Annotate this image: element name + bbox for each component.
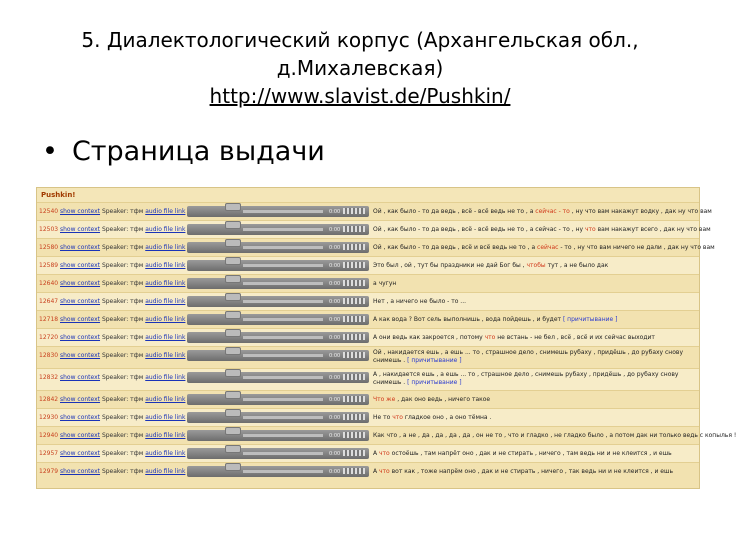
result-row — [37, 238, 715, 256]
result-row — [37, 444, 699, 462]
seek-bar[interactable] — [243, 354, 323, 357]
row-text: А , накидается ешь , а ешь ... то , страшное дело , снимешь рубаху , придёшь , до рубаху снову снимешь . [ причитывание ] — [373, 371, 679, 386]
row-meta — [39, 351, 187, 360]
player-time: 0:00 — [329, 299, 341, 305]
speaker-label: Speaker: тфм — [100, 334, 146, 341]
row-meta — [39, 225, 187, 234]
seek-bar[interactable] — [243, 300, 323, 303]
row-text: А что вот как , тоже напрём оно , дак и не стирать , ничего , так ведь ни и не клеится , и ешь — [373, 468, 674, 475]
row-meta — [39, 315, 187, 324]
result-row — [37, 462, 699, 480]
play-knob-icon[interactable] — [225, 221, 241, 229]
highlight-term: что — [379, 450, 390, 457]
row-id: 12503 — [39, 226, 60, 233]
highlight-term: чтобы — [526, 262, 546, 269]
audio-file-link[interactable]: audio file link — [145, 468, 186, 475]
show-context-link[interactable]: show context — [60, 280, 101, 287]
audio-file-link[interactable]: audio file link — [145, 280, 186, 287]
highlight-term: что — [392, 414, 403, 421]
volume-icon[interactable] — [343, 208, 365, 214]
row-meta — [39, 333, 187, 342]
play-knob-icon[interactable] — [225, 239, 241, 247]
show-context-link[interactable]: show context — [60, 468, 101, 475]
highlight-term: сейчас — [537, 244, 559, 251]
show-context-link[interactable]: show context — [60, 396, 101, 403]
speaker-label: Speaker: тфм — [100, 414, 146, 421]
audio-file-link[interactable]: audio file link — [145, 334, 186, 341]
audio-player[interactable] — [187, 206, 369, 217]
bullet-text: Страница выдачи — [71, 136, 325, 167]
row-meta — [39, 413, 187, 422]
speaker-label: Speaker: тфм — [100, 262, 146, 269]
show-context-link[interactable]: show context — [60, 226, 101, 233]
speaker-label: Speaker: тфм — [100, 352, 146, 359]
row-text: Ой , накидается ешь , а ешь ... то , страшное дело , снимешь рубаху , придёшь , до рубаху снову снимешь . [ причитывание ] — [373, 349, 683, 364]
row-text: А что остоёшь , там напрёт оно , дак и не стирать , ничего , там ведь ни и не клеится , и ешь — [373, 450, 672, 457]
bullet-dot-icon: • — [42, 136, 58, 167]
row-meta — [39, 373, 187, 382]
audio-player[interactable] — [187, 332, 369, 343]
audio-file-link[interactable]: audio file link — [145, 226, 186, 233]
row-id: 12940 — [39, 432, 60, 439]
audio-player[interactable] — [187, 412, 369, 423]
audio-file-link[interactable]: audio file link — [145, 316, 186, 323]
play-knob-icon[interactable] — [225, 391, 241, 399]
speaker-label: Speaker: тфм — [100, 244, 146, 251]
show-context-link[interactable]: show context — [60, 414, 101, 421]
row-text: Это был , ой , тут бы праздники не дай Бог бы , чтобы тут , а не было дак — [373, 262, 609, 269]
audio-player[interactable] — [187, 466, 369, 477]
audio-player[interactable] — [187, 430, 369, 441]
result-row — [37, 310, 699, 328]
seek-bar[interactable] — [243, 376, 323, 379]
play-knob-icon[interactable] — [225, 463, 241, 471]
result-row — [37, 274, 699, 292]
player-time: 0:00 — [329, 469, 341, 475]
audio-player[interactable] — [187, 372, 369, 383]
result-row — [37, 426, 736, 444]
row-text: Ой , как было - то да ведь , всё - всё ведь не то , а сейчас - то , ну что вам накажут всего , дак ну что вам — [373, 226, 711, 233]
row-id: 12640 — [39, 280, 60, 287]
player-time: 0:00 — [329, 245, 341, 251]
play-knob-icon[interactable] — [225, 311, 241, 319]
seek-bar[interactable] — [243, 246, 323, 249]
seek-bar[interactable] — [243, 434, 323, 437]
show-context-link[interactable]: show context — [60, 352, 101, 359]
row-meta — [39, 467, 187, 476]
result-row — [37, 292, 699, 310]
annotation-tag: [ причитывание ] — [405, 357, 462, 364]
volume-icon[interactable] — [343, 298, 365, 304]
row-meta — [39, 395, 187, 404]
audio-file-link[interactable]: audio file link — [145, 396, 186, 403]
row-meta — [39, 449, 187, 458]
row-meta — [39, 261, 187, 270]
row-id: 12979 — [39, 468, 60, 475]
audio-file-link[interactable]: audio file link — [145, 244, 186, 251]
seek-bar[interactable] — [243, 228, 323, 231]
row-meta — [39, 243, 187, 252]
row-id: 12832 — [39, 374, 60, 381]
seek-bar[interactable] — [243, 452, 323, 455]
highlight-term: что — [484, 334, 496, 341]
seek-bar[interactable] — [243, 470, 323, 473]
audio-file-link[interactable]: audio file link — [145, 450, 186, 457]
annotation-tag: [ причитывание ] — [405, 379, 462, 386]
show-context-link[interactable]: show context — [60, 374, 101, 381]
highlight-term: сейчас - то — [535, 208, 570, 215]
player-time: 0:00 — [329, 209, 341, 215]
play-knob-icon[interactable] — [225, 409, 241, 417]
play-knob-icon[interactable] — [225, 369, 241, 377]
seek-bar[interactable] — [243, 210, 323, 213]
seek-bar[interactable] — [243, 318, 323, 321]
player-time: 0:00 — [329, 317, 341, 323]
audio-player[interactable] — [187, 350, 369, 361]
speaker-label: Speaker: тфм — [100, 208, 146, 215]
row-meta — [39, 431, 187, 440]
player-time: 0:00 — [329, 227, 341, 233]
audio-file-link[interactable]: audio file link — [145, 208, 186, 215]
play-knob-icon[interactable] — [225, 347, 241, 355]
show-context-link[interactable]: show context — [60, 432, 101, 439]
speaker-label: Speaker: тфм — [100, 432, 146, 439]
result-row — [37, 202, 712, 220]
row-text: Что же , дак оно ведь , ничего такое — [373, 396, 491, 403]
player-time: 0:00 — [329, 397, 341, 403]
player-time: 0:00 — [329, 335, 341, 341]
volume-icon[interactable] — [343, 334, 365, 340]
row-text: А как вода ? Вот сель выполнишь , вода пойдешь , и будет [ причитывание ] — [373, 316, 618, 323]
result-row — [37, 220, 711, 238]
row-text: А они ведь как закроется , потому что не встань - не бел , всё , всё и их сейчас выходит — [373, 334, 655, 341]
show-context-link[interactable]: show context — [60, 208, 101, 215]
audio-file-link[interactable]: audio file link — [145, 374, 186, 381]
audio-player[interactable] — [187, 260, 369, 271]
result-row — [37, 390, 699, 408]
row-text: Ой , как было - то да ведь , всё - всё ведь не то , а сейчас - то , ну что вам накажут водку , дак ну что вам — [373, 208, 712, 215]
show-context-link[interactable]: show context — [60, 262, 101, 269]
volume-icon[interactable] — [343, 262, 365, 268]
highlight-term: что — [584, 226, 596, 233]
row-meta — [39, 207, 187, 216]
volume-icon[interactable] — [343, 352, 365, 358]
speaker-label: Speaker: тфм — [100, 280, 146, 287]
audio-player[interactable] — [187, 224, 369, 235]
volume-icon[interactable] — [343, 226, 365, 232]
row-id: 12842 — [39, 396, 60, 403]
player-time: 0:00 — [329, 281, 341, 287]
seek-bar[interactable] — [243, 398, 323, 401]
show-context-link[interactable]: show context — [60, 316, 101, 323]
audio-file-link[interactable]: audio file link — [145, 298, 186, 305]
seek-bar[interactable] — [243, 336, 323, 339]
row-id: 12930 — [39, 414, 60, 421]
row-id: 12957 — [39, 450, 60, 457]
volume-icon[interactable] — [343, 396, 365, 402]
row-id: 12720 — [39, 334, 60, 341]
audio-player[interactable] — [187, 242, 369, 253]
audio-player[interactable] — [187, 296, 369, 307]
row-meta — [39, 279, 187, 288]
player-time: 0:00 — [329, 451, 341, 457]
speaker-label: Speaker: тфм — [100, 450, 146, 457]
screenshot-header: Pushkin! — [37, 188, 699, 202]
audio-file-link[interactable]: audio file link — [145, 414, 186, 421]
row-meta — [39, 297, 187, 306]
search-results-screenshot — [36, 187, 736, 489]
player-time: 0:00 — [329, 433, 341, 439]
audio-file-link[interactable]: audio file link — [145, 432, 186, 439]
player-time: 0:00 — [329, 375, 341, 381]
volume-icon[interactable] — [343, 244, 365, 250]
volume-icon[interactable] — [343, 374, 365, 380]
play-knob-icon[interactable] — [225, 257, 241, 265]
audio-player[interactable] — [187, 448, 369, 459]
title-line-2: д.Михалевская) — [276, 56, 444, 80]
volume-icon[interactable] — [343, 280, 365, 286]
player-time: 0:00 — [329, 263, 341, 269]
speaker-label: Speaker: тфм — [100, 396, 146, 403]
speaker-label: Speaker: тфм — [100, 468, 146, 475]
highlight-term: что — [379, 468, 390, 475]
show-context-link[interactable]: show context — [60, 298, 101, 305]
bullet-item — [42, 136, 325, 167]
seek-bar[interactable] — [243, 416, 323, 419]
play-knob-icon[interactable] — [225, 427, 241, 435]
audio-player[interactable] — [187, 278, 369, 289]
seek-bar[interactable] — [243, 264, 323, 267]
play-knob-icon[interactable] — [225, 275, 241, 283]
player-time: 0:00 — [329, 415, 341, 421]
result-row — [37, 368, 699, 390]
play-knob-icon[interactable] — [225, 203, 241, 211]
volume-icon[interactable] — [343, 468, 365, 474]
row-text: а чугун — [373, 280, 397, 287]
audio-file-link[interactable]: audio file link — [145, 262, 186, 269]
volume-icon[interactable] — [343, 414, 365, 420]
volume-icon[interactable] — [343, 316, 365, 322]
show-context-link[interactable]: show context — [60, 450, 101, 457]
speaker-label: Speaker: тфм — [100, 374, 146, 381]
pushkin-url-link[interactable]: http://www.slavist.de/Pushkin/ — [209, 84, 511, 108]
slide-title — [40, 26, 680, 110]
speaker-label: Speaker: тфм — [100, 226, 146, 233]
row-text: Ой , как было - то да ведь , всё и всё ведь не то , а сейчас - то , ну что вам ничего не дали , дак ну что вам — [373, 244, 715, 251]
annotation-tag: [ причитывание ] — [561, 316, 618, 323]
seek-bar[interactable] — [243, 282, 323, 285]
highlight-term: Что же — [373, 396, 396, 403]
volume-icon[interactable] — [343, 450, 365, 456]
audio-file-link[interactable]: audio file link — [145, 352, 186, 359]
result-row — [37, 346, 699, 368]
audio-player[interactable] — [187, 394, 369, 405]
audio-player[interactable] — [187, 314, 369, 325]
row-id: 12830 — [39, 352, 60, 359]
play-knob-icon[interactable] — [225, 445, 241, 453]
speaker-label: Speaker: тфм — [100, 316, 146, 323]
speaker-label: Speaker: тфм — [100, 298, 146, 305]
play-knob-icon[interactable] — [225, 293, 241, 301]
title-line-1: 5. Диалектологический корпус (Архангельская обл., — [81, 28, 639, 52]
results-list — [37, 202, 736, 480]
row-id: 12580 — [39, 244, 60, 251]
row-id: 12718 — [39, 316, 60, 323]
play-knob-icon[interactable] — [225, 329, 241, 337]
row-text: Как что , а не , да , да , да , да , он не то , что и гладко , не гладко было , а потом дак ни только ведь с копылья ! — [373, 432, 736, 439]
result-row — [37, 256, 699, 274]
row-text: Не то что гладкое оно , а оно тёмна . — [373, 414, 492, 421]
player-time: 0:00 — [329, 353, 341, 359]
result-row — [37, 408, 699, 426]
row-id: 12540 — [39, 208, 60, 215]
result-row — [37, 328, 699, 346]
volume-icon[interactable] — [343, 432, 365, 438]
show-context-link[interactable]: show context — [60, 334, 101, 341]
row-id: 12647 — [39, 298, 60, 305]
row-id: 12589 — [39, 262, 60, 269]
show-context-link[interactable]: show context — [60, 244, 101, 251]
row-text: Нет , а ничего не было - то ... — [373, 298, 467, 305]
